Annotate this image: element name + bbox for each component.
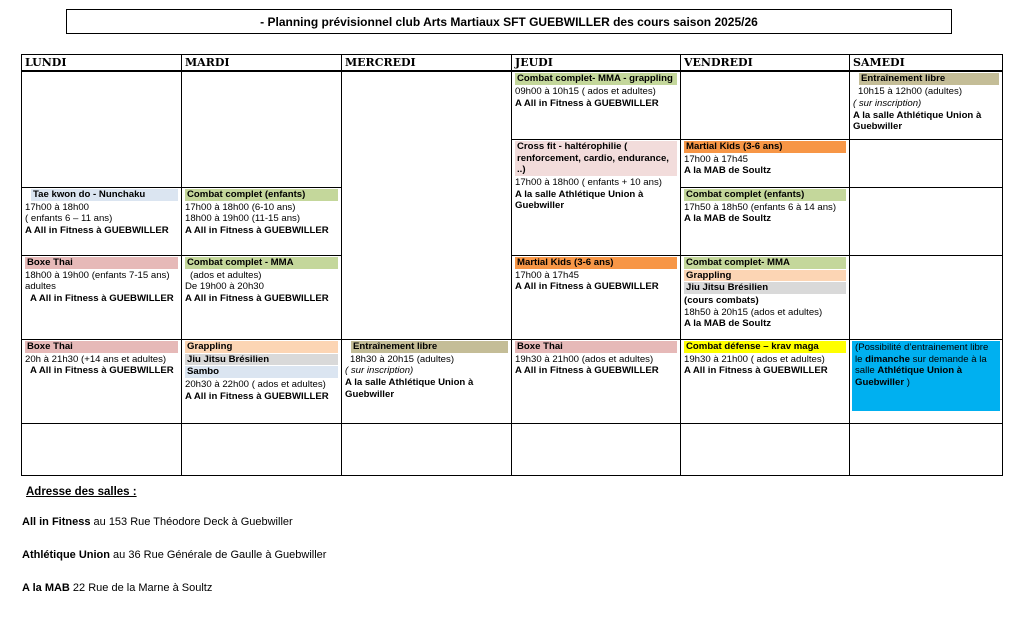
address-name: All in Fitness [22, 516, 91, 528]
schedule-row [22, 71, 1003, 139]
cell-empty [850, 139, 1003, 187]
course-time: 10h15 à 12h00 (adultes) [858, 86, 963, 98]
course-time: 19h30 à 21h00 (ados et adultes) [515, 353, 654, 365]
course-time: 18h00 à 19h00 (11-15 ans) [185, 213, 301, 225]
course-location: A la salle Athlétique Union à Guebwiller [345, 377, 474, 400]
address-name: A la MAB [22, 582, 70, 594]
address-text: au 153 Rue Théodore Deck à Guebwiller [90, 516, 293, 528]
course-title: Combat défense – krav maga [684, 341, 846, 353]
course-time: 17h00 à 17h45 [515, 269, 580, 281]
note-text-bold: Athlétique Union à Guebwiller [855, 365, 963, 389]
course-location: A la MAB de Soultz [684, 318, 772, 330]
cell-empty [850, 187, 1003, 255]
course-location: A All in Fitness à GUEBWILLER [515, 365, 659, 377]
cell-lundi-boxe-thai-1 [22, 255, 182, 339]
course-title: Combat complet- MMA - grappling [515, 73, 677, 85]
cell-empty [512, 423, 681, 475]
course-time: 17h00 à 18h00 ( enfants + 10 ans) [515, 177, 662, 189]
day-header-row [22, 55, 1003, 72]
course-title: Grappling [185, 341, 338, 353]
course-time: De 19h00 à 20h30 [185, 281, 264, 293]
cell-empty [182, 71, 342, 187]
course-time: 17h00 à 18h00 [25, 201, 90, 213]
course-age: adultes [25, 281, 56, 293]
schedule-table [21, 54, 1003, 476]
course-subtitle: Jiu Jitsu Brésilien [684, 282, 846, 294]
cell-empty [850, 423, 1003, 475]
cell-vendredi-mma-grappling-jjb [681, 255, 850, 339]
note-text-bold: dimanche [865, 353, 910, 365]
cell-mardi-mma [182, 255, 342, 339]
course-time: 18h00 à 19h00 (enfants 7-15 ans) [25, 269, 170, 281]
address-name: Athlétique Union [22, 549, 110, 561]
cell-empty [342, 71, 512, 339]
cell-samedi-dimanche-note [850, 339, 1003, 423]
course-location: A la salle Athlétique Union à Guebwiller [515, 188, 644, 212]
course-title: Cross fit - haltérophilie ( renforcement, cardio, endurance, ..) [515, 141, 677, 176]
course-title: Boxe Thai [25, 341, 178, 353]
course-title: Martial Kids (3-6 ans) [684, 141, 846, 153]
course-time: 18h30 à 20h15 (adultes) [350, 353, 455, 365]
schedule-row [22, 423, 1003, 475]
course-note: ( sur inscription) [853, 97, 922, 109]
schedule-row [22, 339, 1003, 423]
cell-vendredi-krav-maga [681, 339, 850, 423]
course-time: 19h30 à 21h00 ( ados et adultes) [684, 353, 825, 365]
course-note: (cours combats) [684, 295, 759, 307]
addresses-title: Adresse des salles : [26, 486, 137, 498]
schedule-row [22, 255, 1003, 339]
course-title: Combat complet- MMA [684, 257, 846, 269]
course-location: A All in Fitness à GUEBWILLER [30, 365, 174, 377]
cell-empty [681, 71, 850, 139]
note-text: ) [904, 377, 910, 389]
day-header-lundi: LUNDI [22, 55, 182, 72]
course-age: (ados et adultes) [190, 269, 262, 281]
cell-samedi-entrainement-libre [850, 71, 1003, 139]
course-location: A All in Fitness à GUEBWILLER [515, 281, 659, 293]
course-subtitle: Jiu Jitsu Brésilien [185, 354, 338, 366]
cell-empty [681, 423, 850, 475]
course-location: A All in Fitness à GUEBWILLER [25, 225, 169, 237]
cell-mardi-grappling-jjb-sambo [182, 339, 342, 423]
page-title-text: - Planning prévisionnel club Arts Martiaux SFT GUEBWILLER des cours saison 2025/26 [260, 14, 758, 29]
address-text: 22 Rue de la Marne à Soultz [69, 582, 213, 594]
course-location: A la salle Athlétique Union à Guebwiller [853, 109, 982, 133]
cell-lundi-taekwondo [22, 187, 182, 255]
address-athletique-union [22, 549, 326, 561]
cell-vendredi-martial-kids [681, 139, 850, 187]
course-location: A la MAB de Soultz [684, 213, 772, 225]
course-title: Combat complet (enfants) [185, 189, 338, 201]
course-title: Tae kwon do - Nunchaku [31, 189, 178, 201]
course-time: 20h à 21h30 (+14 ans et adultes) [25, 353, 167, 365]
course-title: Combat complet (enfants) [684, 189, 846, 201]
course-title: Entraînement libre [351, 341, 508, 353]
course-subtitle: Sambo [185, 366, 338, 378]
course-title: Combat complet - MMA [185, 257, 338, 269]
address-mab [22, 582, 212, 594]
course-location: A la MAB de Soultz [684, 165, 772, 177]
course-time: 09h00 à 10h15 ( ados et adultes) [515, 86, 656, 98]
course-time: 20h30 à 22h00 ( ados et adultes) [185, 379, 326, 391]
course-title: Boxe Thai [25, 257, 178, 269]
cell-empty [850, 255, 1003, 339]
cell-jeudi-mma-grappling [512, 71, 681, 139]
note-text: sur demande à la salle [855, 353, 987, 377]
course-time: 17h50 à 18h50 (enfants 6 à 14 ans) [684, 201, 837, 213]
course-location: A All in Fitness à GUEBWILLER [684, 365, 828, 377]
cell-empty [182, 423, 342, 475]
cell-empty [22, 71, 182, 187]
course-location: A All in Fitness à GUEBWILLER [185, 390, 329, 402]
course-time: 18h50 à 20h15 (ados et adultes) [684, 306, 823, 318]
course-location: A All in Fitness à GUEBWILLER [185, 225, 329, 237]
course-time: 17h00 à 18h00 (6-10 ans) [185, 201, 296, 213]
address-all-in-fitness [22, 516, 293, 528]
cell-mardi-combat-enfants [182, 187, 342, 255]
course-note: ( sur inscription) [345, 365, 414, 377]
course-location: A All in Fitness à GUEBWILLER [30, 293, 174, 305]
day-header-samedi: SAMEDI [850, 55, 1003, 72]
page-title [66, 9, 952, 34]
course-age: ( enfants 6 – 11 ans) [25, 213, 113, 225]
cell-jeudi-boxe-thai [512, 339, 681, 423]
cell-vendredi-combat-enfants [681, 187, 850, 255]
course-time: 17h00 à 17h45 [684, 153, 749, 165]
cell-lundi-boxe-thai-2 [22, 339, 182, 423]
course-subtitle: Grappling [684, 270, 846, 282]
cell-jeudi-crossfit [512, 139, 681, 255]
day-header-vendredi: VENDREDI [681, 55, 850, 72]
course-title: Boxe Thai [515, 341, 677, 353]
cell-mercredi-entrainement-libre [342, 339, 512, 423]
cell-empty [342, 423, 512, 475]
course-location: A All in Fitness à GUEBWILLER [515, 97, 659, 109]
cell-jeudi-martial-kids [512, 255, 681, 339]
cell-empty [22, 423, 182, 475]
note-text: (Possibilité d’entrainement libre le [855, 341, 989, 365]
day-header-mercredi: MERCREDI [342, 55, 512, 72]
day-header-jeudi: JEUDI [512, 55, 681, 72]
address-text: au 36 Rue Générale de Gaulle à Guebwiller [110, 549, 327, 561]
dimanche-note-box [852, 341, 1000, 411]
course-title: Entraînement libre [859, 73, 999, 85]
day-header-mardi: MARDI [182, 55, 342, 72]
course-location: A All in Fitness à GUEBWILLER [185, 293, 329, 305]
course-title: Martial Kids (3-6 ans) [515, 257, 677, 269]
